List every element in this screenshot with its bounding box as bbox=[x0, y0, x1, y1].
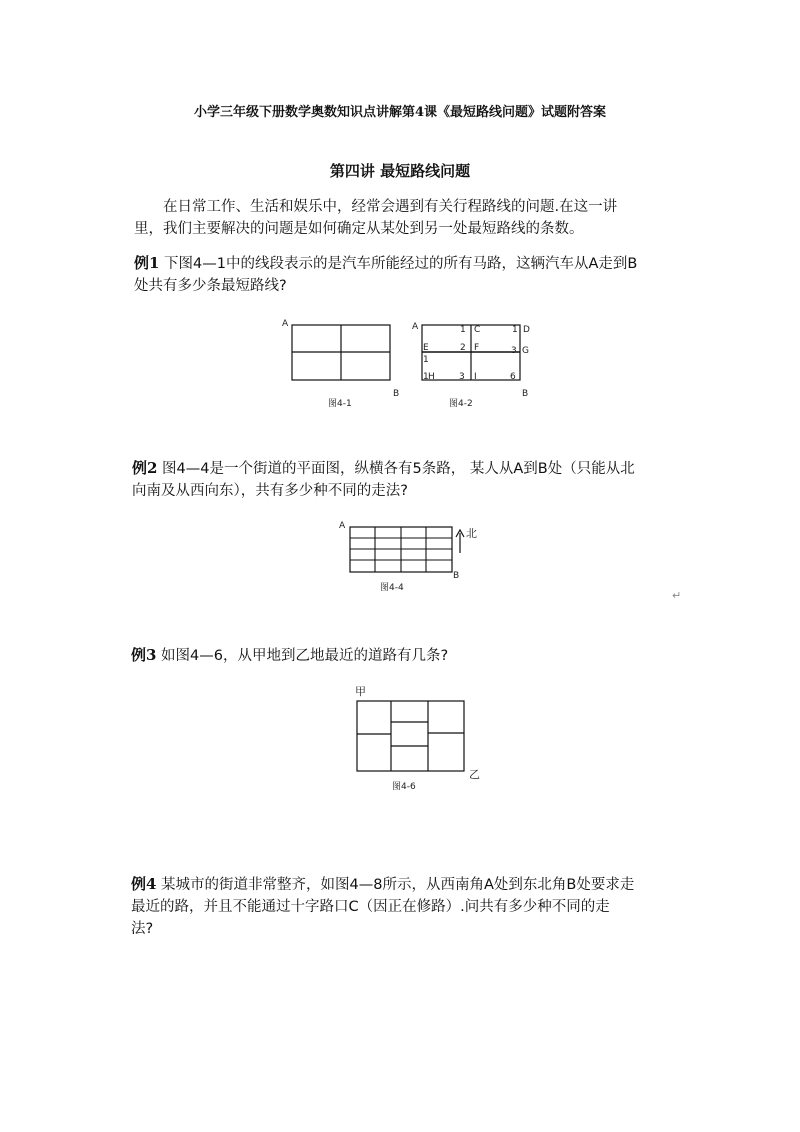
example-1-line-2: 处共有多少条最短路线? bbox=[134, 278, 287, 294]
fig4-2-label-c: C bbox=[474, 325, 481, 335]
fig4-2-label-f: F bbox=[474, 343, 480, 353]
example-4-line-2: 最近的路，并且不能通过十字路口C（因正在修路）.问共有多少种不同的走 bbox=[131, 899, 610, 915]
example-4-line-1: 某城市的街道非常整齐，如图4—8所示，从西南角A处到东北角B处要求走 bbox=[156, 877, 635, 893]
example-3 bbox=[131, 644, 448, 667]
example-2 bbox=[132, 457, 635, 502]
figure-4-1 bbox=[278, 316, 408, 412]
fig4-2-num-e: 1 bbox=[423, 355, 429, 365]
fig4-4-caption: 图4-4 bbox=[380, 583, 404, 593]
fig4-6-caption: 图4-6 bbox=[392, 782, 416, 792]
example-2-line-2: 向南及从西向东），共有多少种不同的走法? bbox=[132, 483, 408, 499]
fig4-6-outer-rect bbox=[357, 701, 464, 771]
fig4-2-num-d: 1 bbox=[512, 325, 518, 335]
fig4-2-label-b: B bbox=[522, 389, 529, 399]
figure-4-2 bbox=[408, 316, 538, 412]
fig4-2-num-b: 6 bbox=[510, 372, 516, 382]
fig4-2-label-g: G bbox=[522, 346, 529, 356]
fig4-2-label-d: D bbox=[523, 325, 530, 335]
fig4-4-north-label: 北 bbox=[466, 527, 477, 540]
figure-4-4 bbox=[335, 518, 485, 598]
example-4-line-3: 法? bbox=[131, 921, 154, 937]
intro-line-1: 在日常工作、生活和娱乐中，经常会遇到有关行程路线的问题.在这一讲 bbox=[163, 199, 618, 215]
example-4 bbox=[131, 873, 634, 940]
example-2-line-1: 图4—4是一个街道的平面图，纵横各有5条路， 某人从A到B处（只能从北 bbox=[157, 461, 635, 477]
example-4-label: 例4 bbox=[131, 875, 157, 893]
fig4-4-label-b: B bbox=[453, 571, 460, 581]
fig4-2-num-c: 1 bbox=[460, 325, 466, 335]
fig4-6-label-end: 乙 bbox=[469, 768, 480, 781]
example-3-label: 例3 bbox=[131, 646, 157, 664]
fig4-1-label-a: A bbox=[282, 319, 289, 329]
fig4-1-caption: 图4-1 bbox=[328, 399, 352, 409]
fig4-6-label-start: 甲 bbox=[355, 685, 366, 698]
example-3-line-1: 如图4—6，从甲地到乙地最近的道路有几条? bbox=[156, 648, 449, 664]
example-2-label: 例2 bbox=[132, 459, 158, 477]
fig4-2-num-g: 3 bbox=[511, 346, 517, 356]
fig4-2-num-i: 3 bbox=[459, 372, 465, 382]
fig4-2-num-f: 2 bbox=[460, 343, 466, 353]
fig4-2-caption: 图4-2 bbox=[449, 399, 473, 409]
fig4-2-label-h: H bbox=[428, 372, 435, 382]
fig4-2-label-i: I bbox=[474, 372, 477, 382]
example-1-line-1: 下图4—1中的线段表示的是汽车所能经过的所有马路，这辆汽车从A走到B bbox=[159, 256, 638, 272]
return-mark: ↵ bbox=[672, 589, 682, 602]
fig4-2-label-a: A bbox=[412, 322, 419, 332]
intro-line-2: 里，我们主要解决的问题是如何确定从某处到另一处最短路线的条数。 bbox=[134, 221, 584, 237]
lecture-title: 第四讲 最短路线问题 bbox=[329, 162, 471, 180]
document-title: 小学三年级下册数学奥数知识点讲解第4课《最短路线问题》试题附答案 bbox=[193, 105, 607, 120]
fig4-4-label-a: A bbox=[339, 521, 346, 531]
fig4-1-label-b: B bbox=[393, 389, 400, 399]
example-1-label: 例1 bbox=[134, 254, 160, 272]
fig4-2-num-h: 1 bbox=[423, 372, 429, 382]
figure-4-6 bbox=[348, 682, 488, 794]
example-1 bbox=[134, 252, 637, 297]
fig4-2-label-e: E bbox=[423, 343, 429, 353]
